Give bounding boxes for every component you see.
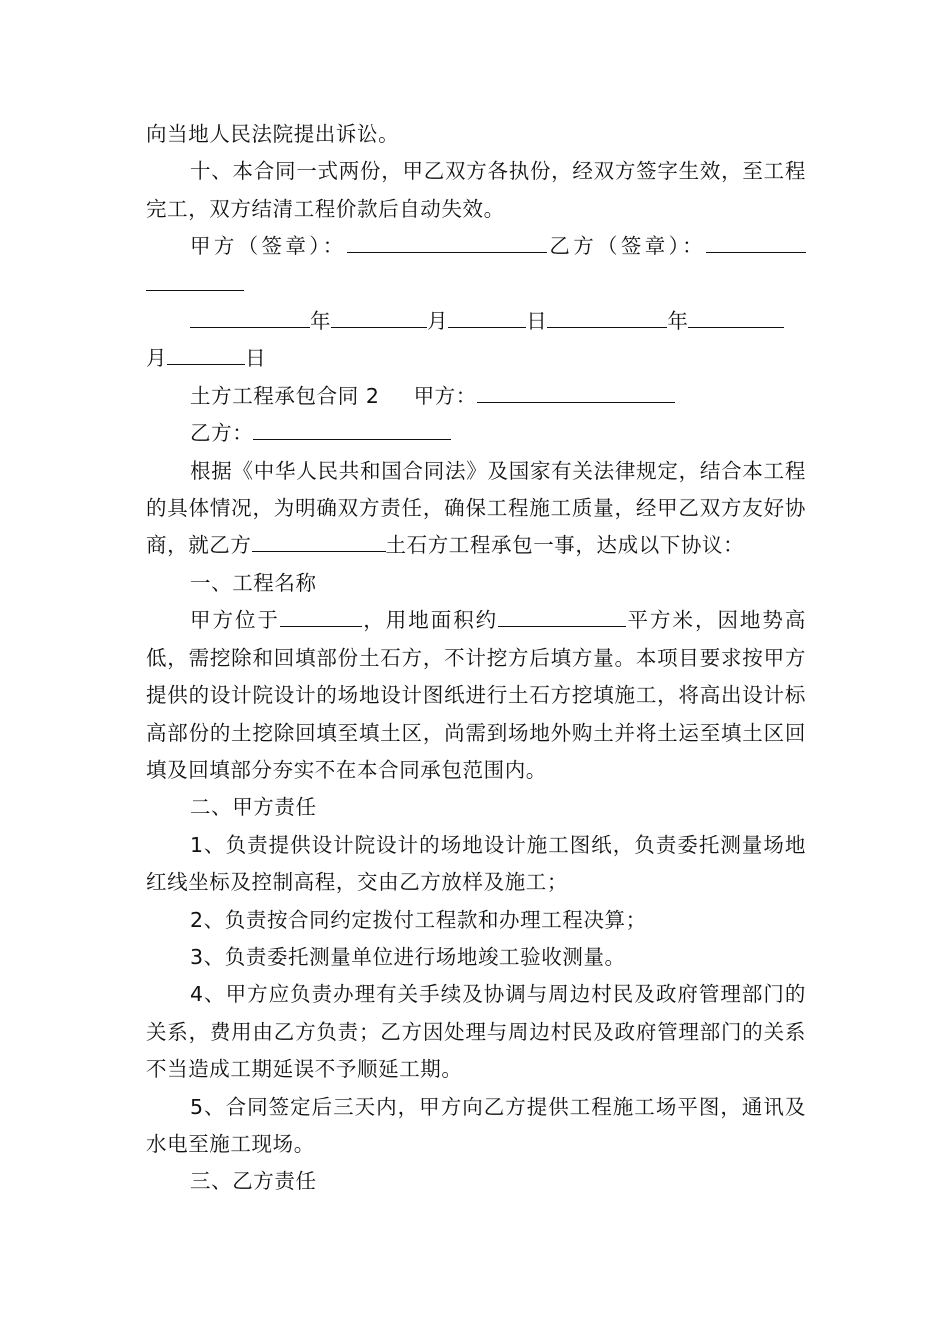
month-label: 月 [427,309,449,334]
text-run: 平方米，因地势高低，需挖除和回填部份土石方，不计挖方后填方量。本项目要求按甲方提供的设计院设计的场地设计图纸进行土石方挖填施工，将高出设计标高部份的土挖除回填至填土区，尚需到场地外购土并将土运至填土区回填及回填部分夯实不在本合同承包范围内。 [146,608,806,782]
blank-field [688,305,784,328]
day-label: 日 [526,309,548,334]
party-a-label: 甲方： [413,383,477,408]
party-a-signature-label: 甲方（签章）： [190,234,347,259]
blank-field [190,305,310,328]
intro-paragraph [146,453,806,565]
day-label: 日 [245,346,267,371]
blank-field [253,417,451,440]
document-page [146,116,806,1201]
blank-field [146,268,244,291]
list-item: 4、甲方应负责办理有关手续及协调与周边村民及政府管理部门的关系，费用由乙方负责；乙方因处理与周边村民及政府管理部门的关系不当造成工期延误不予顺延工期。 [146,982,806,1082]
party-b-label: 乙方： [190,421,254,446]
blank-field [498,604,626,627]
blank-field [167,342,245,365]
paragraph: 向当地人民法院提出诉讼。 [146,122,400,146]
list-item: 2、负责按合同约定拨付工程款和办理工程决算； [190,907,647,932]
contract-title: 土方工程承包合同 2 [190,383,380,408]
blank-field [280,604,362,627]
signature-line [146,228,806,303]
date-line [146,303,806,340]
text-run: 土石方工程承包一事，达成以下协议： [385,533,745,558]
year-label: 年 [310,309,332,334]
blank-field [706,230,806,253]
section-heading: 三、乙方责任 [190,1169,317,1194]
text-run: 甲方位于 [190,608,280,633]
month-label: 月 [146,346,168,371]
paragraph: 十、本合同一式两份，甲乙双方各执份，经双方签字生效，至工程完工，双方结清工程价款后自动失效。 [146,159,806,221]
blank-field [547,305,667,328]
blank-field [448,305,526,328]
date-line-cont [146,340,806,377]
party-b-line [146,415,806,452]
list-item: 3、负责委托测量单位进行场地竣工验收测量。 [190,944,626,969]
blank-field [477,380,675,403]
blank-field [252,529,386,552]
year-label: 年 [667,309,689,334]
section-heading: 一、工程名称 [190,570,317,595]
contract-header-line [146,378,806,415]
section-heading: 二、甲方责任 [190,795,317,820]
list-item: 5、合同签定后三天内，甲方向乙方提供工程施工场平图，通讯及水电至施工现场。 [146,1094,806,1156]
blank-field [331,305,427,328]
text-run: 根据《中华人民共和国合同法》及国家有关法律规定，结合本工程的具体情况，为明确双方责任，确保工程施工质量，经甲乙双方友好协商，就乙方 [146,458,806,558]
text-run: ，用地面积约 [361,608,499,633]
list-item: 1、负责提供设计院设计的场地设计施工图纸，负责委托测量场地红线坐标及控制高程，交由乙方放样及施工； [146,832,806,895]
blank-field [347,230,547,253]
location-paragraph [146,602,806,789]
party-b-signature-label: 乙方（签章）： [546,234,707,259]
